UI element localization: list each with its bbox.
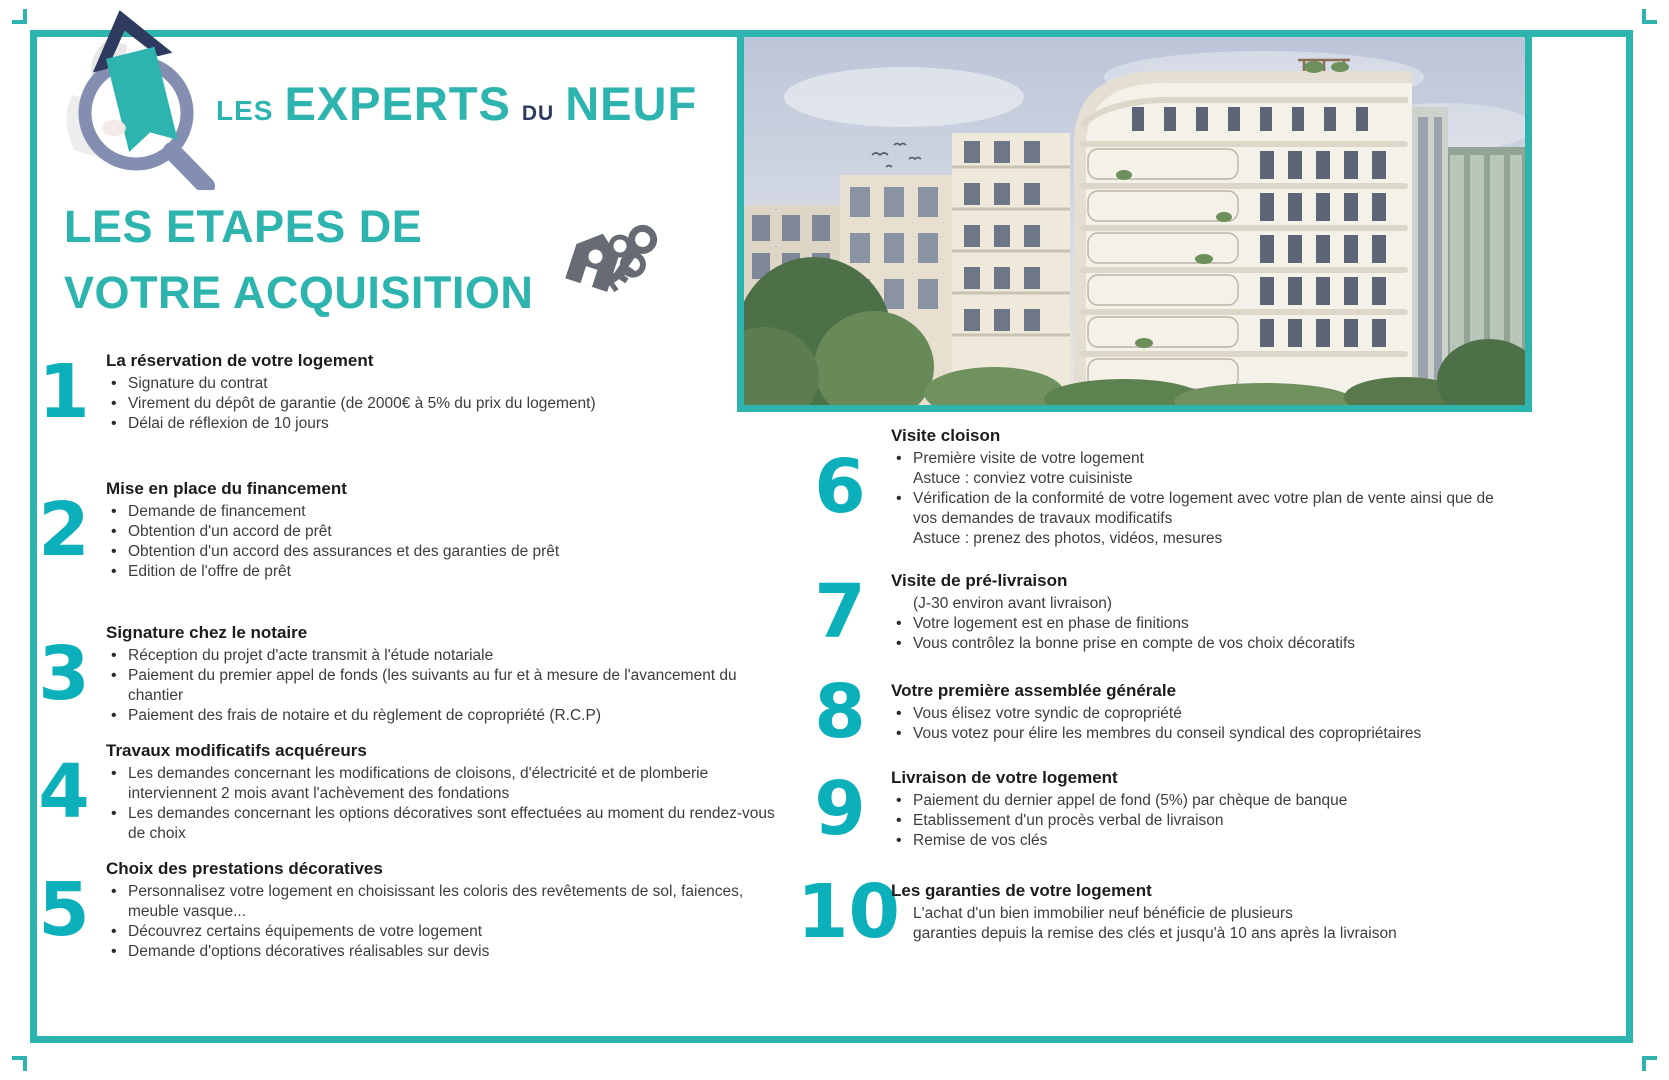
step-5-items [106, 882, 788, 962]
step-4-number: 4 [38, 749, 90, 835]
step-2-heading: Mise en place du financement [106, 479, 347, 498]
step-item: • Vous élisez votre syndic de copropriété [891, 704, 1507, 724]
step-item-tip: Astuce : conviez votre cuisiniste [913, 470, 1133, 487]
step-7-heading: Visite de pré-livraison [891, 571, 1068, 590]
house-magnifier-icon [52, 0, 220, 190]
building-photo [737, 30, 1532, 412]
step-10-items [891, 904, 1507, 944]
step-10 [797, 869, 1513, 955]
step-9-heading: Livraison de votre logement [891, 768, 1118, 787]
step-8 [797, 669, 1513, 755]
step-4 [30, 740, 796, 844]
step-item: • Demande de financement [106, 502, 788, 522]
logo-word-les: LES [216, 95, 274, 126]
step-item: • Etablissement d'un procès verbal de livraison [891, 811, 1507, 831]
step-item-note: garanties depuis la remise des clés et jusqu'à 10 ans après la livraison [913, 925, 1397, 942]
logo-word-neuf: NEUF [565, 77, 698, 130]
step-2-number: 2 [38, 487, 90, 573]
page-title-line2: VOTRE ACQUISITION [64, 267, 534, 318]
step-item: • Réception du projet d'acte transmit à l'étude notariale [106, 646, 788, 666]
step-item: • Vous votez pour élire les membres du conseil syndical des copropriétaires [891, 724, 1507, 744]
step-8-items [891, 704, 1507, 744]
step-item: • Découvrez certains équipements de votre logement [106, 922, 788, 942]
house-keys-icon [558, 216, 676, 304]
step-6-number: 6 [814, 444, 866, 530]
step-5-heading: Choix des prestations décoratives [106, 859, 383, 878]
step-10-heading: Les garanties de votre logement [891, 881, 1152, 900]
page-title [64, 194, 533, 326]
step-4-heading: Travaux modificatifs acquéreurs [106, 741, 367, 760]
step-8-number: 8 [814, 669, 866, 755]
step-item: • Personnalisez votre logement en choisissant les coloris des revêtements de sol, faiences, meuble vasque... [106, 882, 788, 922]
step-2-items [106, 502, 788, 582]
step-3-number: 3 [38, 631, 90, 717]
corner-mark-bottom-left [12, 1056, 27, 1071]
logo-word-du: DU [521, 102, 555, 125]
step-8-heading: Votre première assemblée générale [891, 681, 1177, 700]
step-9-items [891, 791, 1507, 851]
step-item: • Votre logement est en phase de finitions [891, 614, 1507, 634]
step-6-items [891, 449, 1507, 549]
step-item: • Obtention d'un accord des assurances et des garanties de prêt [106, 542, 788, 562]
step-1-items [106, 374, 788, 434]
step-1-number: 1 [38, 349, 90, 435]
step-item: • Vous contrôlez la bonne prise en compte de vos choix décoratifs [891, 634, 1507, 654]
step-7 [797, 570, 1513, 654]
step-6 [797, 425, 1513, 549]
step-item: • Demande d'options décoratives réalisables sur devis [106, 942, 788, 962]
step-item: • Signature du contrat [106, 374, 788, 394]
step-item-note: (J-30 environ avant livraison) [913, 595, 1113, 612]
step-7-number: 7 [814, 569, 866, 655]
step-item: • Paiement du premier appel de fonds (les suivants au fur et à mesure de l'avancement du chantier [106, 666, 788, 706]
corner-mark-top-left [12, 9, 27, 24]
step-item: • Edition de l'offre de prêt [106, 562, 788, 582]
step-3-heading: Signature chez le notaire [106, 623, 308, 642]
step-9-number: 9 [814, 766, 866, 852]
step-3 [30, 622, 796, 726]
step-item: • Paiement du dernier appel de fond (5%) par chèque de banque [891, 791, 1507, 811]
step-2 [30, 478, 796, 582]
step-6-heading: Visite cloison [891, 426, 1001, 445]
logo-wordmark [216, 76, 697, 131]
step-item: • Remise de vos clés [891, 831, 1507, 851]
logo-word-experts: EXPERTS [284, 77, 511, 130]
step-item-note: L'achat d'un bien immobilier neuf bénéficie de plusieurs [913, 905, 1293, 922]
corner-mark-bottom-right [1642, 1056, 1657, 1071]
step-9 [797, 767, 1513, 851]
step-1 [30, 350, 796, 434]
step-5-number: 5 [38, 867, 90, 953]
step-item: • Première visite de votre logement [891, 449, 1507, 469]
step-5 [30, 858, 796, 962]
corner-mark-top-right [1642, 9, 1657, 24]
step-7-items [891, 594, 1507, 654]
step-item: • Paiement des frais de notaire et du règlement de copropriété (R.C.P) [106, 706, 788, 726]
step-item: • Les demandes concernant les modifications de cloisons, d'électricité et de plomberie interviennent 2 mois avant l'achèvement des fondations [106, 764, 788, 804]
page-title-line1: LES ETAPES DE [64, 201, 423, 252]
step-item: • Virement du dépôt de garantie (de 2000€ à 5% du prix du logement) [106, 394, 788, 414]
step-item: • Vérification de la conformité de votre logement avec votre plan de vente ainsi que de vos demandes de travaux modificatifs [891, 489, 1507, 529]
step-item: • Délai de réflexion de 10 jours [106, 414, 788, 434]
step-item-tip: Astuce : prenez des photos, vidéos, mesures [913, 530, 1223, 547]
step-10-number: 10 [797, 869, 900, 955]
step-4-items [106, 764, 788, 844]
step-3-items [106, 646, 788, 726]
step-1-heading: La réservation de votre logement [106, 351, 374, 370]
step-item: • Les demandes concernant les options décoratives sont effectuées au moment du rendez-vous de choix [106, 804, 788, 844]
step-item: • Obtention d'un accord de prêt [106, 522, 788, 542]
